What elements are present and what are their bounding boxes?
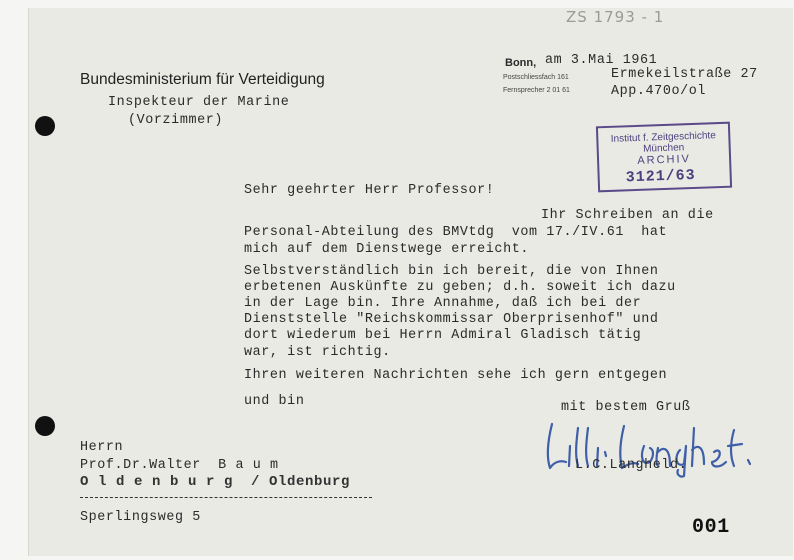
signatory-name: L.C.Langheld. — [575, 458, 688, 473]
postbox-line: Postschliessfach 161 — [503, 74, 569, 81]
street-line: Ermekeilstraße 27 — [611, 67, 758, 82]
body-line: und bin — [244, 394, 305, 409]
recipient-salutation: Herrn — [80, 440, 124, 455]
body-line: dort wiederum bei Herrn Admiral Gladisch tätig — [244, 328, 642, 343]
body-line: in der Lage bin. Ihre Annahme, daß ich bei der — [244, 296, 642, 311]
body-line: Ihren weiteren Nachrichten sehe ich gern entgegen — [244, 368, 668, 383]
punch-hole-top — [35, 116, 55, 136]
stamp-line-city: München — [642, 142, 685, 155]
body-line: erbetenen Auskünfte zu geben; d.h. soweit ich dazu — [244, 280, 676, 295]
address-divider — [80, 497, 372, 498]
body-line: Personal-Abteilung des BMVtdg vom 17./IV.61 hat — [244, 225, 668, 240]
stamp-reference: 3121/63 — [625, 166, 696, 187]
ministry-name: Bundesministerium für Verteidigung — [80, 71, 325, 88]
salutation: Sehr geehrter Herr Professor! — [244, 183, 495, 198]
archive-stamp — [596, 122, 732, 193]
recipient-city: O l d e n b u r g / Oldenburg — [80, 474, 351, 490]
inspector-line: Inspekteur der Marine — [108, 95, 290, 110]
archive-note: ZS 1793 - 1 — [566, 8, 665, 26]
extension-line: App.470o/ol — [611, 84, 706, 99]
phone-line: Fernsprecher 2 01 61 — [503, 87, 570, 94]
page-number: 001 — [692, 516, 730, 539]
office-line: (Vorzimmer) — [128, 113, 223, 128]
body-line: mich auf dem Dienstwege erreicht. — [244, 242, 529, 257]
recipient-street: Sperlingsweg 5 — [80, 510, 201, 525]
body-line: Selbstverständlich bin ich bereit, die von Ihnen — [244, 264, 659, 279]
stamp-line-archive: ARCHIV — [637, 153, 692, 167]
punch-hole-bottom — [35, 416, 55, 436]
letter-date: am 3.Mai 1961 — [545, 53, 658, 68]
body-line: Dienststelle "Reichskommissar Oberprisenhof" und — [244, 312, 659, 327]
city: Bonn, — [505, 57, 537, 69]
stamp-line-institute: Institut f. Zeitgeschichte — [610, 130, 717, 145]
body-line: Ihr Schreiben an die — [541, 208, 714, 223]
body-line: war, ist richtig. — [244, 345, 391, 360]
closing-greeting: mit bestem Gruß — [561, 400, 691, 415]
recipient-name: Prof.Dr.Walter B a u m — [80, 458, 279, 473]
